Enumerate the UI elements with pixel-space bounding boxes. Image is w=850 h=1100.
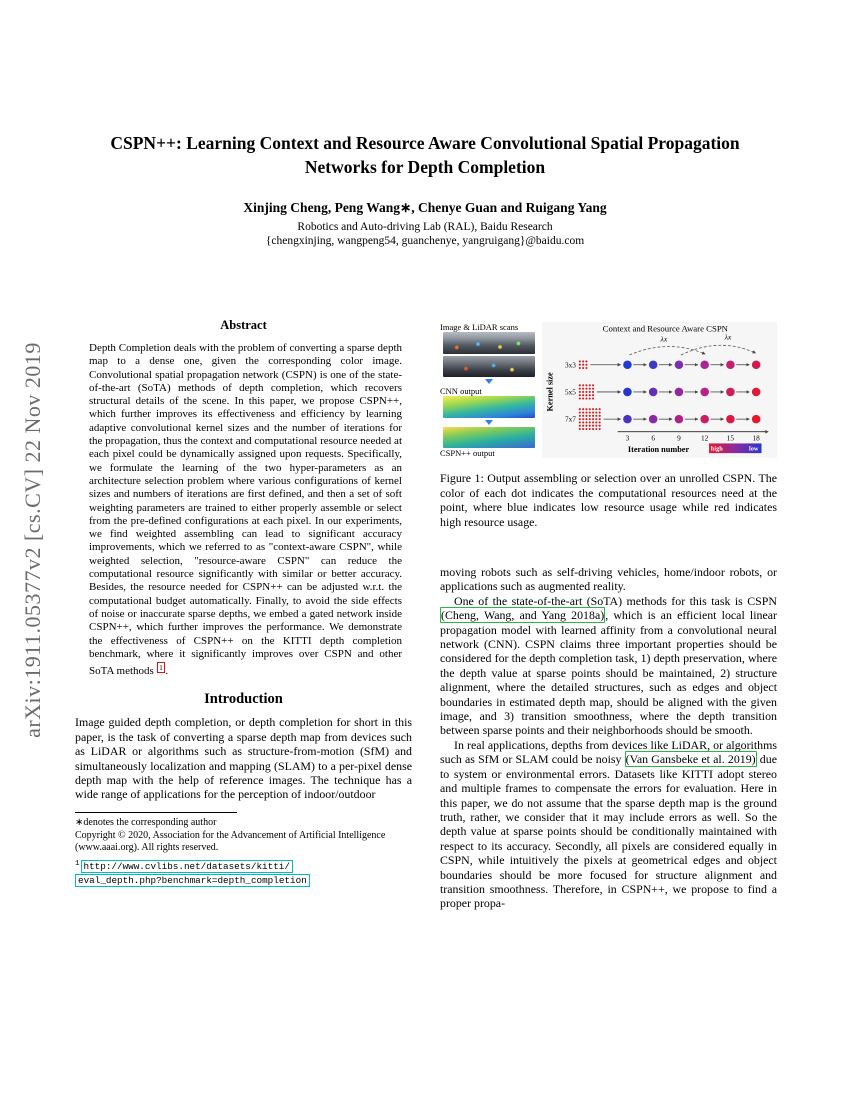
introduction-heading: Introduction — [204, 691, 283, 708]
kernel-grid-dot — [579, 367, 581, 369]
resource-dot — [726, 415, 735, 424]
resource-dot — [752, 360, 761, 369]
x-tick-label: 15 — [726, 434, 735, 443]
paper-title: CSPN++: Learning Context and Resource Aware Convolutional Spatial Propagation Networks for Depth Completion — [110, 133, 740, 177]
x-tick-label: 18 — [752, 434, 760, 443]
resource-dot — [726, 388, 735, 397]
kernel-grid-dot — [582, 397, 584, 399]
footnotes — [75, 817, 412, 889]
x-tick-label: 3 — [625, 434, 630, 443]
lambda-label: λx — [660, 334, 668, 344]
figure-pipeline-panel — [440, 322, 538, 458]
kernel-grid-dot — [592, 384, 594, 386]
resource-dot — [649, 360, 658, 369]
kernel-grid-dot — [585, 408, 587, 410]
kernel-grid-dot — [579, 428, 581, 430]
kernel-grid-dot — [579, 408, 581, 410]
label-image-lidar-scans: Image & LiDAR scans — [440, 322, 519, 332]
footnote-copyright: Copyright © 2020, Association for the Advancement of Artificial Intelligence (www.aaai.org). All rights reserved. — [75, 830, 386, 854]
kernel-grid-dot — [589, 391, 591, 393]
x-axis-label: Iteration number — [627, 445, 690, 455]
text-run: . — [165, 665, 169, 678]
kernel-grid-dot — [585, 364, 587, 366]
kernel-grid-dot — [582, 360, 584, 362]
diagram-title: Context and Resource Aware CSPN — [602, 323, 729, 334]
kernel-grid-dot — [595, 425, 597, 427]
kernel-grid-dot — [589, 428, 591, 430]
kernel-grid-dot — [585, 388, 587, 390]
resource-dot — [752, 388, 761, 397]
legend-high-label: high — [710, 445, 723, 453]
kernel-grid-dot — [599, 428, 601, 430]
kernel-grid-dot — [592, 428, 594, 430]
kernel-grid-dot — [582, 394, 584, 396]
kernel-grid-dot — [592, 425, 594, 427]
text-run: due to system or environmental errors. Datasets like KITTI adopt stereo and multiple frames to compensate the errors for evaluation. Here in this paper, we do not assume that the sparse depth map is the ground truth, rather, we consider that it may include errors as well. So the depth value at sparse points should be conditionally maintained with respect to its accuracy. Secondly, all pixels are considered equally in CSPN, while intuitively the pixels at geometrical edges and object boundaries should be more focused for structure alignment and transition smoothness. Therefore, in CSPN++, we propose to find a proper propa- — [440, 752, 777, 911]
resource-dot — [675, 360, 684, 369]
kernel-grid-dot — [582, 418, 584, 420]
kernel-grid-dot — [599, 425, 601, 427]
kernel-size-label: 3x3 — [565, 361, 576, 370]
kernel-grid-dot — [589, 411, 591, 413]
kernel-grid-dot — [595, 428, 597, 430]
resource-dot — [675, 415, 684, 424]
image-lidar-thumbnail-2 — [443, 356, 535, 378]
figure-1 — [440, 322, 777, 458]
kernel-size-label: 7x7 — [565, 415, 576, 424]
kernel-grid-dot — [582, 425, 584, 427]
kernel-grid-dot — [599, 408, 601, 410]
kernel-grid-dot — [585, 391, 587, 393]
kernel-grid-dot — [592, 391, 594, 393]
kernel-grid-dot — [579, 394, 581, 396]
kernel-grid-dot — [582, 388, 584, 390]
kernel-grid-dot — [579, 364, 581, 366]
label-cspn-output: CSPN++ output — [440, 448, 495, 458]
kernel-grid-dot — [595, 421, 597, 423]
footnote-1-marker: 1 — [75, 860, 80, 869]
kernel-grid-dot — [582, 415, 584, 417]
resource-dot — [649, 415, 658, 424]
resource-dot — [726, 360, 735, 369]
kernel-grid-dot — [585, 367, 587, 369]
lambda-label: λx — [724, 332, 732, 342]
kernel-size-label: 5x5 — [565, 388, 576, 397]
kernel-grid-dot — [595, 415, 597, 417]
kernel-grid-dot — [579, 421, 581, 423]
kernel-grid-dot — [582, 408, 584, 410]
footnote-kitti-url — [75, 857, 412, 888]
kernel-grid-dot — [579, 418, 581, 420]
kernel-grid-dot — [585, 415, 587, 417]
resource-dot — [623, 360, 632, 369]
kernel-grid-dot — [592, 421, 594, 423]
kernel-grid-dot — [585, 411, 587, 413]
resource-dot — [700, 415, 709, 424]
kernel-grid-dot — [589, 388, 591, 390]
kernel-grid-dot — [582, 364, 584, 366]
kernel-grid-dot — [579, 425, 581, 427]
kernel-grid-dot — [589, 418, 591, 420]
kernel-grid-dot — [599, 418, 601, 420]
paper-header — [0, 131, 850, 247]
introduction-paragraph: Image guided depth completion, or depth completion for short in this paper, is the task of converting a sparse depth map from devices such as LiDAR or algorithms such as structure-from-motion (SfM) and simultaneously localization and mapping (SLAM) to a per-pixel dense depth map with the help of reference images. The technique has a wide range of applications for the perception of indoor/outdoor — [75, 715, 412, 802]
x-tick-label: 6 — [651, 434, 656, 443]
resource-dot — [700, 388, 709, 397]
kernel-grid-dot — [589, 408, 591, 410]
text-run: Depth Completion deals with the problem of converting a sparse depth map to a dense one, given the corresponding color image. Convolutional spatial propagation network (CSPN) is one of the state-of-the-art (SoTA) methods of depth completion, which recovers structural details of the scene. In this paper, we propose CSPN++, which further improves its effectiveness and efficiency by learning adaptive convolutional kernel sizes and the number of iterations for the propagation, thus the context and computational resource needed at each pixel could be dynamically assigned upon requests. Specifically, we formulate the learning of the two hyper-parameters as an architecture selection problem where various configurations of kernel sizes and numbers of iterations are first defined, and then a set of soft weighting parameters are trained to either properly assemble or select from the pre-defined configurations at each pixel. In our experiments, we find weighted assembling can lead to significant accuracy improvements, which we referred to as "context-aware CSPN", while weighted selection, "resource-aware CSPN" can reduce the computational resource significantly with similar or better accuracy. Besides, the resource needed for CSPN++ can be adjusted w.r.t. the computational budget automatically. Finally, to avoid the side effects of noise or inaccurate sparse depths, we embed a gated network inside CSPN++, which further improves the performance. We demonstrate the effectiveness of CSPN++ on the KITTI depth completion benchmark, where it significantly improves over CSPN and other SoTA methods — [89, 342, 402, 678]
assembling-arc — [629, 347, 705, 356]
resource-dot — [623, 415, 632, 424]
body-paragraph-1: moving robots such as self-driving vehicles, home/indoor robots, or applications such as augmented reality. — [440, 565, 777, 594]
label-cnn-output: CNN output — [440, 386, 482, 396]
kernel-grid-dot — [595, 408, 597, 410]
left-column — [75, 318, 412, 888]
kernel-grid-dot — [579, 384, 581, 386]
kernel-grid-dot — [582, 367, 584, 369]
resource-dot — [752, 415, 761, 424]
kernel-grid-dot — [585, 360, 587, 362]
kitti-url-link-line1[interactable]: http://www.cvlibs.net/datasets/kitti/ — [81, 860, 293, 873]
kernel-grid-dot — [585, 384, 587, 386]
figure-1-caption: Figure 1: Output assembling or selection over an unrolled CSPN. The color of each dot indicates the computational resources need at the point, where blue indicates low resource usage while red indicates high resource usage. — [440, 471, 777, 529]
body-paragraph-2 — [440, 594, 777, 738]
kernel-grid-dot — [582, 421, 584, 423]
resource-dot — [675, 388, 684, 397]
resource-dot — [649, 388, 658, 397]
kernel-grid-dot — [579, 360, 581, 362]
authors-line: Xinjing Cheng, Peng Wang∗, Chenye Guan and Ruigang Yang — [243, 200, 607, 215]
kernel-grid-dot — [592, 415, 594, 417]
kernel-grid-dot — [589, 384, 591, 386]
kernel-grid-dot — [582, 391, 584, 393]
kitti-url-link-line2[interactable]: eval_depth.php?benchmark=depth_completion — [75, 874, 310, 887]
kernel-grid-dot — [585, 418, 587, 420]
abstract-text — [89, 342, 402, 678]
affiliation-line: Robotics and Auto-driving Lab (RAL), Baidu Research — [297, 221, 553, 233]
abstract-heading: Abstract — [220, 318, 267, 332]
footnote-corresponding-author: ∗denotes the corresponding author — [75, 816, 217, 828]
kernel-grid-dot — [592, 418, 594, 420]
image-lidar-thumbnail-1 — [443, 332, 535, 354]
kernel-grid-dot — [585, 397, 587, 399]
kernel-grid-dot — [592, 408, 594, 410]
body-paragraph-3 — [440, 738, 777, 911]
kernel-grid-dot — [589, 421, 591, 423]
kernel-grid-dot — [599, 415, 601, 417]
y-axis-label: Kernel size — [545, 372, 555, 412]
cspn-output-thumbnail — [443, 427, 535, 449]
kernel-grid-dot — [599, 421, 601, 423]
kernel-grid-dot — [579, 415, 581, 417]
kernel-grid-dot — [585, 428, 587, 430]
arxiv-watermark: arXiv:1911.05377v2 [cs.CV] 22 Nov 2019 — [20, 342, 45, 738]
kernel-grid-dot — [585, 394, 587, 396]
text-run: One of the state-of-the-art (SoTA) methods for this task is CSPN — [454, 593, 777, 608]
kernel-grid-dot — [582, 411, 584, 413]
resource-dot — [700, 360, 709, 369]
kernel-grid-dot — [589, 397, 591, 399]
kernel-grid-dot — [592, 394, 594, 396]
diagram-svg — [542, 322, 777, 458]
kernel-grid-dot — [589, 415, 591, 417]
footnote-rule — [75, 812, 237, 813]
kernel-grid-dot — [592, 388, 594, 390]
kernel-grid-dot — [579, 411, 581, 413]
text-run: , which is an efficient local linear propagation model with learned affinity from a convolutional neural network (CNN). CSPN claims three important properties should be considered for the depth completion task, 1) depth preservation, where the depth value at sparse points should be maintained, 2) structure alignment, where the detailed structures, such as edges and object boundaries in estimated depth map, should be aligned with the given image, and 3) transition smoothness, where the depth transition between sparse points and their neighborhoods should be smooth. — [440, 608, 777, 738]
cspn-unrolled-diagram — [542, 322, 777, 458]
right-column — [440, 322, 777, 911]
kernel-grid-dot — [592, 411, 594, 413]
x-tick-label: 12 — [701, 434, 709, 443]
kernel-grid-dot — [595, 418, 597, 420]
citation-link[interactable]: (Cheng, Wang, and Yang 2018a) — [441, 608, 605, 623]
kernel-grid-dot — [579, 388, 581, 390]
kernel-grid-dot — [592, 397, 594, 399]
legend-low-label: low — [749, 445, 759, 453]
kernel-grid-dot — [582, 428, 584, 430]
citation-link[interactable]: (Van Gansbeke et al. 2019) — [625, 752, 756, 767]
cnn-output-thumbnail — [443, 396, 535, 418]
kernel-grid-dot — [589, 394, 591, 396]
down-arrow-icon — [485, 420, 493, 425]
kernel-grid-dot — [579, 391, 581, 393]
kernel-grid-dot — [599, 411, 601, 413]
kernel-grid-dot — [595, 411, 597, 413]
assembling-arc — [681, 345, 756, 355]
emails-line: {chengxinjing, wangpeng54, guanchenye, yangruigang}@baidu.com — [265, 235, 585, 247]
kernel-grid-dot — [582, 384, 584, 386]
resource-dot — [623, 388, 632, 397]
kernel-grid-dot — [589, 425, 591, 427]
text-run: In real applications, depths from devices like LiDAR, or algorithms such as SfM or SLAM could be noisy — [440, 737, 777, 767]
kernel-grid-dot — [585, 425, 587, 427]
kernel-grid-dot — [585, 421, 587, 423]
footnote-ref[interactable]: 1 — [157, 662, 166, 673]
x-tick-label: 9 — [677, 434, 681, 443]
kernel-grid-dot — [579, 397, 581, 399]
down-arrow-icon — [485, 379, 493, 384]
